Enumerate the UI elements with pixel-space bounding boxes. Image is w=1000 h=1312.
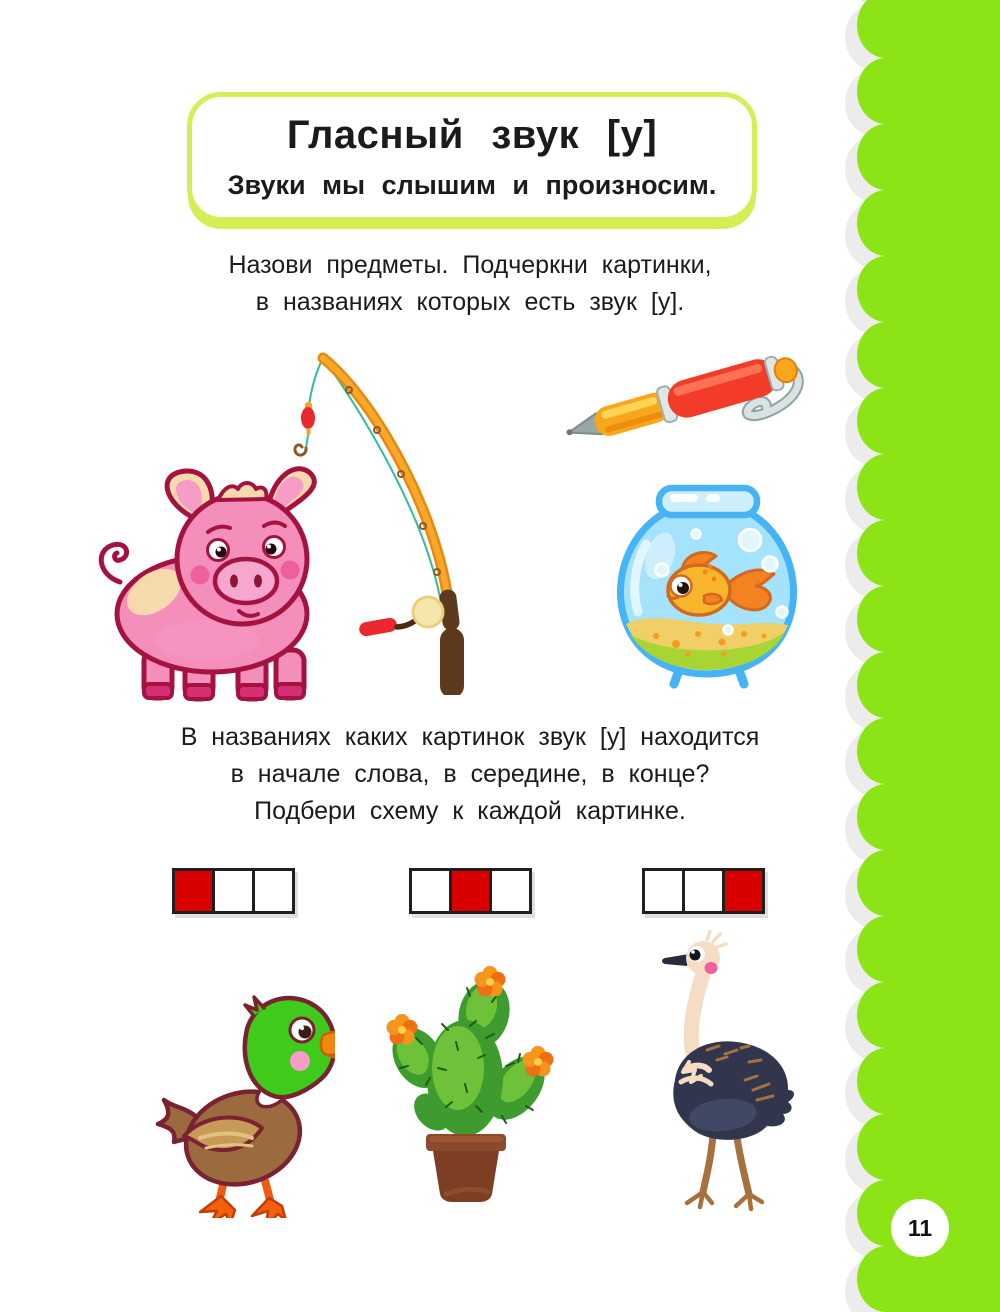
page-number: 11 xyxy=(907,1214,933,1241)
green-scalloped-edge xyxy=(840,0,1000,1312)
task2-instruction xyxy=(0,719,940,830)
scheme-cell-red xyxy=(449,868,492,914)
fish-bowl-illustration xyxy=(604,484,809,689)
page-number-badge xyxy=(891,1199,949,1257)
task2-line2: в начале слова, в середине, в конце? xyxy=(230,760,710,788)
task2-line1: В названиях каких картинок звук [у] находится xyxy=(180,723,760,751)
lesson-title-box xyxy=(187,92,757,222)
sound-scheme-middle-position xyxy=(409,868,532,914)
task1-line2: в названиях которых есть звук [у]. xyxy=(255,288,685,316)
scheme-cell-white xyxy=(212,868,255,914)
ostrich-illustration xyxy=(645,930,795,1220)
task1-line1: Назови предметы. Подчеркни картинки, xyxy=(228,251,712,279)
task1-instruction xyxy=(0,247,940,321)
lesson-title: Гласный звук [у] xyxy=(286,113,658,157)
cactus-illustration xyxy=(366,966,564,1206)
duck-illustration xyxy=(140,978,335,1218)
scheme-cell-white xyxy=(252,868,295,914)
lesson-subtitle: Звуки мы слышим и произносим. xyxy=(227,170,717,200)
sound-scheme-first-position xyxy=(172,868,295,914)
scheme-cell-white xyxy=(682,868,725,914)
scheme-cell-white xyxy=(642,868,685,914)
scheme-cell-red xyxy=(172,868,215,914)
fishing-rod-illustration xyxy=(285,350,510,695)
task2-line3: Подбери схему к каждой картинке. xyxy=(254,797,686,825)
scheme-cell-white xyxy=(409,868,452,914)
pen-illustration xyxy=(556,342,808,450)
scheme-cell-red xyxy=(722,868,765,914)
sound-scheme-end-position xyxy=(642,868,765,914)
scheme-cell-white xyxy=(489,868,532,914)
